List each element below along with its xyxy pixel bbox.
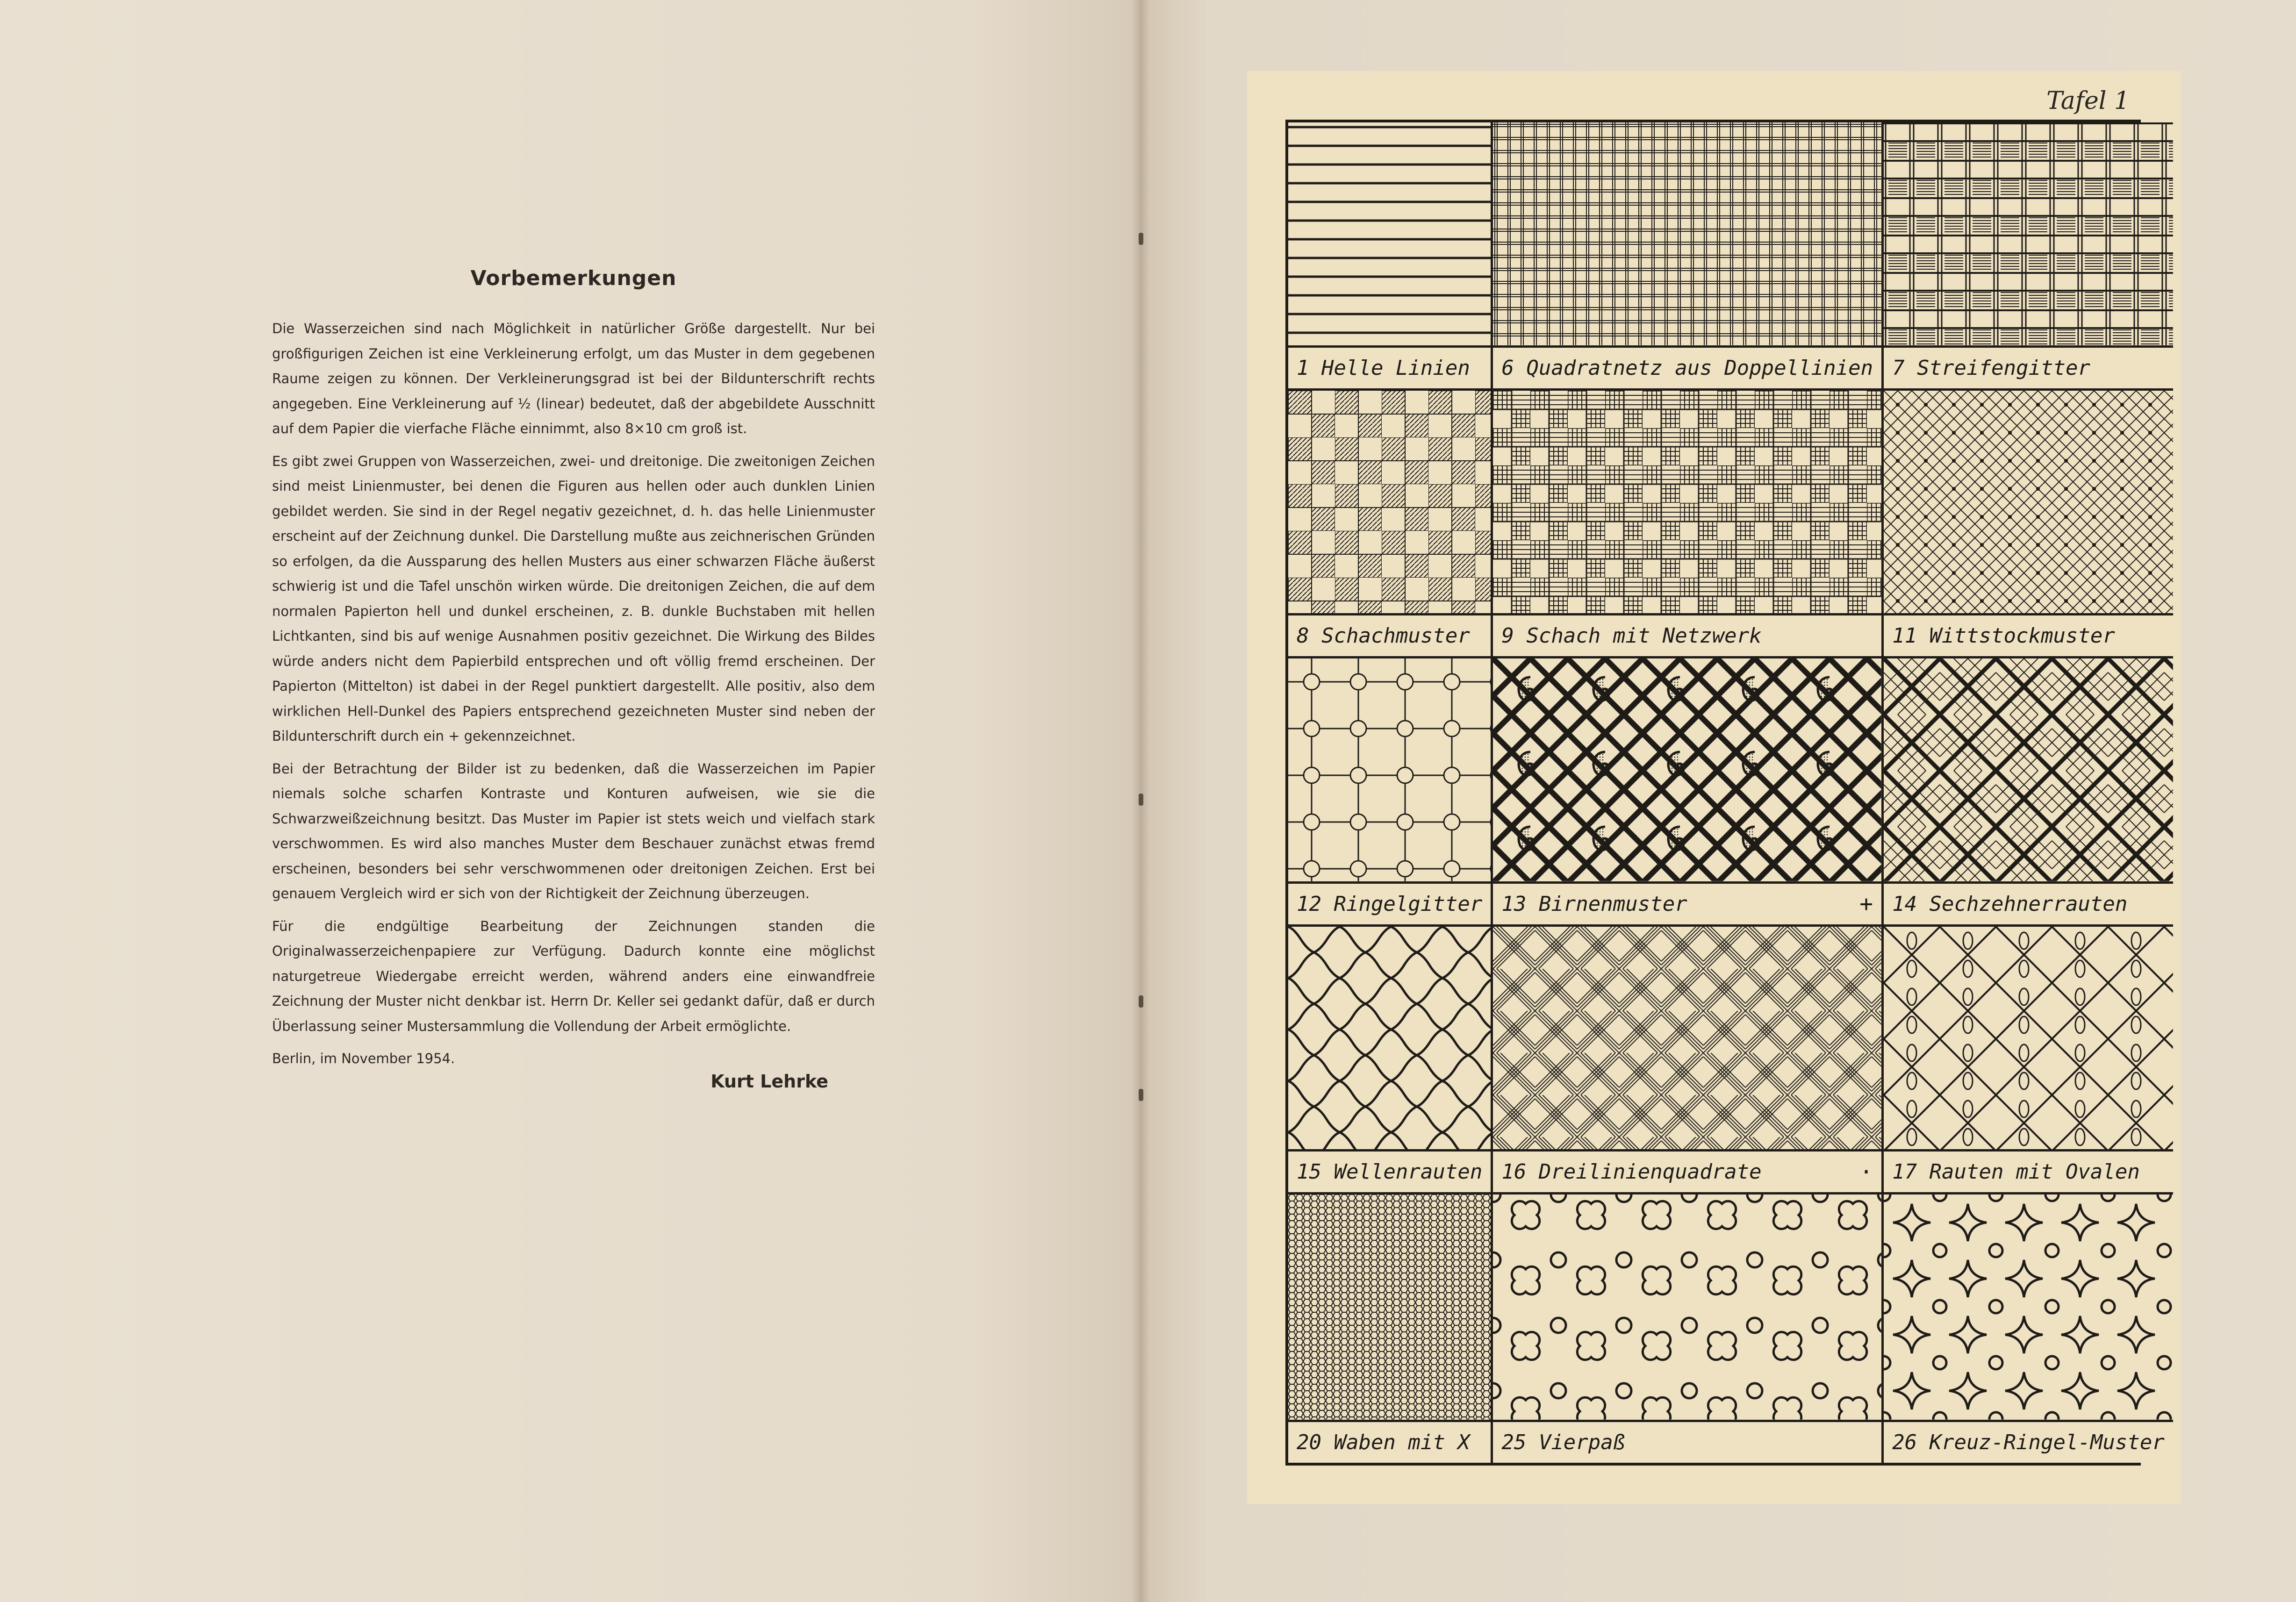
staple [1139,233,1143,245]
pattern-caption [1493,613,1881,656]
preface-heading: Vorbemerkungen [470,266,677,290]
pattern-cell [1493,1194,1884,1463]
preface-paragraph-1: Die Wasserzeichen sind nach Möglichkeit in natürlicher Größe dargestellt. Nur bei großfigurigen Zeichen ist eine Verkleinerung erfolgt, um das Muster in dem gegebenen Raume zeigen zu können. Der Verkleinerungsgrad ist bei der Bildunterschrift rechts angegeben. Eine Verkleinerung auf ½ (linear) bedeutet, daß der abgebildete Ausschnitt auf dem Papier die vierfache Fläche einnimmt, also 8×10 cm groß ist. [272,321,875,436]
pattern-caption [1288,1149,1491,1192]
pattern-caption-text: 14 Sechzehnerrauten [1892,892,2128,916]
preface-paragraph-3: Bei der Betrachtung der Bilder ist zu bedenken, daß die Wasserzeichen im Papier niemals solche scharfen Kontraste und Konturen aufweisen, wie sie die Schwarzweißzeichnung besitzt. Das Muster im Papier ist stets weich und vielfach stark verschwommen. Es wird also manches Muster dem Beschauer zunächst etwas fremd erscheinen, besonders bei sehr verschwommenen oder dreitonigen Zeichen. Erst bei genauem Vergleich wird er sich von der Richtigkeit der Zeichnung überzeugen. [272,760,875,901]
pattern-caption [1288,345,1491,388]
pattern-caption [1493,881,1881,924]
pattern-caption [1288,613,1491,656]
pattern-cell [1884,927,2173,1195]
pattern-caption-text: 15 Wellenrauten [1297,1160,1483,1184]
pattern-caption-text: 16 Dreilinienquadrate [1501,1160,1762,1184]
pattern-caption-text: 6 Quadratnetz aus Doppellinien [1501,356,1873,380]
pattern-swatch-diamond-ovals [1884,927,2173,1150]
pattern-swatch-double-line-grid [1493,122,1881,345]
pattern-caption-text: 8 Schachmuster [1297,624,1470,648]
pattern-cell [1493,122,1884,391]
pattern-cell [1493,927,1884,1195]
pattern-caption-text: 25 Vierpaß [1501,1430,1626,1454]
pattern-swatch-striped-grid [1884,122,2173,345]
pattern-caption-text: 9 Schach mit Netzwerk [1501,624,1762,648]
pattern-cell [1884,391,2173,659]
staple [1139,1089,1143,1101]
pattern-cell [1288,658,1493,927]
pattern-caption [1884,613,2173,656]
pattern-caption-text: 13 Birnenmuster [1501,892,1687,916]
pattern-cell [1288,927,1493,1195]
pattern-caption [1884,1420,2173,1463]
pattern-caption [1493,345,1881,388]
staple [1139,995,1143,1008]
pattern-cell [1884,658,2173,927]
pattern-caption-text: 1 Helle Linien [1297,356,1470,380]
pattern-cell [1884,122,2173,391]
pattern-cell [1288,122,1493,391]
left-page [0,0,1141,1602]
pattern-caption [1493,1149,1881,1192]
pattern-swatch-honeycomb [1288,1194,1491,1420]
preface-text-block [272,266,875,1092]
pattern-caption-mark: + [1859,891,1873,917]
pattern-swatch-checkerboard [1288,391,1491,614]
pattern-caption-text: 11 Wittstockmuster [1892,624,2115,648]
pattern-caption [1493,1420,1881,1463]
pattern-caption [1884,345,2173,388]
pattern-swatch-pear [1493,658,1881,881]
pattern-caption-text: 7 Streifengitter [1892,356,2090,380]
pattern-cell [1493,658,1884,927]
pattern-cell [1288,391,1493,659]
pattern-caption-text: 12 Ringelgitter [1297,892,1483,916]
pattern-swatch-wave-diamonds [1288,927,1491,1150]
pattern-caption [1884,881,2173,924]
pattern-grid [1285,120,2165,1466]
pattern-cell [1288,1194,1493,1463]
pattern-swatch-diamonds [1884,658,2173,881]
pattern-caption [1288,881,1491,924]
pattern-caption-text: 26 Kreuz-Ringel-Muster [1892,1430,2165,1454]
staple [1139,794,1143,806]
pattern-swatch-horizontal-lines [1288,122,1491,345]
pattern-cell [1493,391,1884,659]
pattern-caption-mark: · [1859,1159,1873,1185]
pattern-swatch-check-net [1493,391,1881,614]
pattern-caption-text: 17 Rauten mit Ovalen [1892,1160,2140,1184]
pattern-swatch-triple-squares [1493,927,1881,1150]
pattern-plate [1247,71,2181,1504]
pattern-caption [1884,1149,2173,1192]
pattern-cell [1884,1194,2173,1463]
pattern-caption [1288,1420,1491,1463]
pattern-swatch-ring-grid [1288,658,1491,881]
preface-paragraph-2: Es gibt zwei Gruppen von Wasserzeichen, zwei- und dreitonige. Die zweitonigen Zeichen sind meist Linienmuster, bei denen die Figuren aus hellen oder auch dunklen Linien gebildet werden. Sie sind in der Regel negativ gezeichnet, d. h. das helle Linienmuster erscheint auf der Zeichnung dunkel. Die Darstellung mußte aus zeichnerischen Gründen so erfolgen, da die Aussparung des hellen Musters aus einer schwarzen Fläche äußerst schwierig ist und die Tafel unschön wirken würde. Die dreitonigen Zeichen, die auf dem normalen Papierton hell und dunkel erscheinen, z. B. dunkle Buchstaben mit hellen Lichtkanten, sind bis auf wenige Ausnahmen positiv gezeichnet. Die Wirkung des Bildes würde anders nicht dem Papierbild entsprechen und oft völlig fremd erscheinen. Der Papierton (Mittelton) ist dabei in der Regel punktiert dargestellt. Alle positiv, also dem wirklichen Hell-Dunkel des Papiers entsprechend gezeichneten Muster sind neben der Bildunterschrift durch ein + gekennzeichnet. [272,453,875,744]
pattern-swatch-quatrefoil [1493,1194,1881,1420]
author-signature: Kurt Lehrke [710,1071,828,1092]
pattern-caption-text: 20 Waben mit X [1297,1430,1470,1454]
pattern-swatch-cross-ring [1884,1194,2173,1420]
preface-paragraph-4: Für die endgültige Bearbeitung der Zeichnungen standen die Originalwasserzeichenpapiere zur Verfügung. Dadurch konnte eine möglichst naturgetreue Wiedergabe erreicht werden, während anders eine einwandfreie Zeichnung der Muster nicht denkbar ist. Herrn Dr. Keller sei gedankt dafür, daß er durch Überlassung seiner Mustersammlung die Vollendung der Arbeit ermöglichte. [272,918,875,1034]
plate-title: Tafel 1 [2046,87,2130,115]
dateline: Berlin, im November 1954. [272,1051,455,1066]
pattern-swatch-wittstock [1884,391,2173,614]
